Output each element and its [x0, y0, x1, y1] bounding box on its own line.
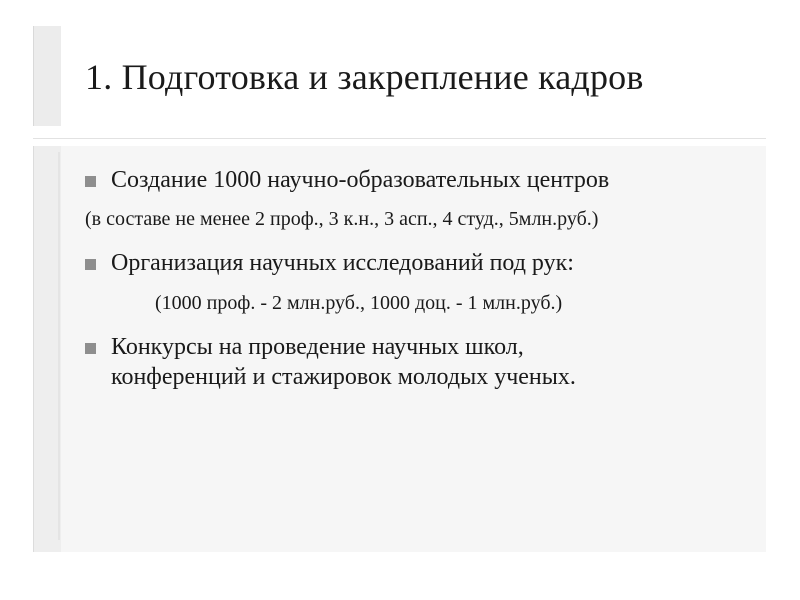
list-item [85, 165, 609, 195]
list-item [85, 332, 576, 392]
list-item [85, 248, 574, 278]
list-item-line: конференций и стажировок молодых ученых. [111, 364, 576, 390]
square-bullet-icon [85, 176, 96, 187]
list-item-text [111, 332, 576, 392]
list-item-line: Конкурсы на проведение научных школ, [111, 334, 524, 360]
content-edge-bar [33, 146, 61, 552]
list-item-text: Создание 1000 научно-образовательных центров [111, 167, 610, 193]
list-item-note: (1000 проф. - 2 млн.руб., 1000 доц. - 1 млн.руб.) [155, 292, 563, 314]
list-item-note: (в составе не менее 2 проф., 3 к.н., 3 асп., 4 студ., 5млн.руб.) [85, 208, 599, 230]
title-accent-bar [33, 26, 61, 126]
list-item-text: Организация научных исследований под рук: [111, 250, 574, 276]
title-divider [33, 138, 766, 139]
square-bullet-icon [85, 343, 96, 354]
slide-title: 1. Подготовка и закрепление кадров [85, 57, 644, 97]
square-bullet-icon [85, 259, 96, 270]
content-edge-line [58, 152, 60, 540]
